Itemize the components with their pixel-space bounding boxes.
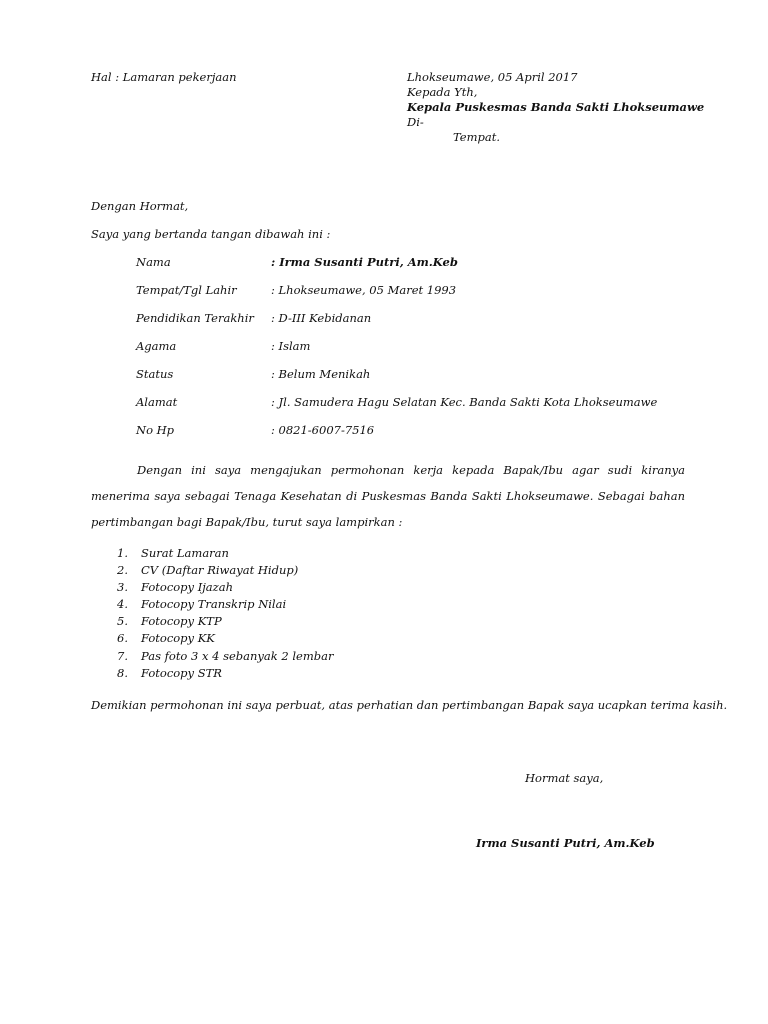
intro-text: Saya yang bertanda tangan dibawah ini : — [91, 227, 331, 241]
list-number: 8. — [117, 665, 128, 680]
identity-label: Status — [136, 367, 174, 381]
recipient: Kepala Puskesmas Banda Sakti Lhokseumawe — [407, 100, 705, 114]
list-number: 6. — [117, 631, 128, 646]
closing-text: Demikian permohonan ini saya perbuat, atas perhatian dan pertimbangan Bapak saya ucapkan terima kasih. — [91, 698, 728, 712]
identity-value: : Irma Susanti Putri, Am.Keb — [271, 255, 458, 269]
identity-value: : Jl. Samudera Hagu Selatan Kec. Banda Sakti Kota Lhokseumawe — [271, 395, 658, 409]
identity-value: : Belum Menikah — [271, 367, 371, 381]
di-line: Di- — [407, 115, 424, 129]
list-text: Surat Lamaran — [141, 546, 229, 560]
subject-line: Hal : Lamaran pekerjaan — [91, 70, 237, 84]
list-number: 3. — [117, 580, 128, 595]
list-number: 4. — [117, 597, 128, 612]
identity-label: Tempat/Tgl Lahir — [136, 283, 237, 297]
list-number: 1. — [117, 546, 128, 560]
list-text: Fotocopy Transkrip Nilai — [141, 597, 287, 612]
list-text: Fotocopy KTP — [141, 614, 222, 629]
addressee-greeting: Kepada Yth, — [407, 85, 478, 99]
greeting: Dengan Hormat, — [91, 199, 189, 213]
identity-value: : D-III Kebidanan — [271, 311, 372, 325]
identity-value: : 0821-6007-7516 — [271, 423, 375, 437]
list-text: Fotocopy Ijazah — [141, 580, 233, 595]
list-text: Fotocopy STR — [141, 665, 222, 680]
identity-label: Alamat — [136, 395, 178, 409]
signatory-name: Irma Susanti Putri, Am.Keb — [476, 836, 655, 850]
list-text: Fotocopy KK — [141, 631, 215, 646]
place-date: Lhokseumawe, 05 April 2017 — [407, 70, 578, 84]
tempat-line: Tempat. — [453, 130, 500, 144]
sign-off: Hormat saya, — [525, 771, 604, 785]
identity-value: : Islam — [271, 339, 311, 353]
identity-label: Nama — [136, 255, 171, 269]
list-text: CV (Daftar Riwayat Hidup) — [141, 563, 299, 578]
list-number: 7. — [117, 648, 128, 663]
identity-label: Pendidikan Terakhir — [136, 311, 254, 325]
list-number: 5. — [117, 614, 128, 629]
body-paragraph: Dengan ini saya mengajukan permohonan kerja kepada Bapak/Ibu agar sudi kiranya menerima saya sebagai Tenaga Kesehatan di Puskesmas Banda Sakti Lhokseumawe. Sebagai bahan pertimbangan bagi Bapak/Ibu, turut saya lampirkan : — [91, 463, 685, 529]
identity-value: : Lhokseumawe, 05 Maret 1993 — [271, 283, 457, 297]
list-number: 2. — [117, 563, 128, 578]
identity-label: Agama — [136, 339, 177, 353]
list-text: Pas foto 3 x 4 sebanyak 2 lembar — [141, 648, 334, 663]
identity-label: No Hp — [136, 423, 175, 437]
